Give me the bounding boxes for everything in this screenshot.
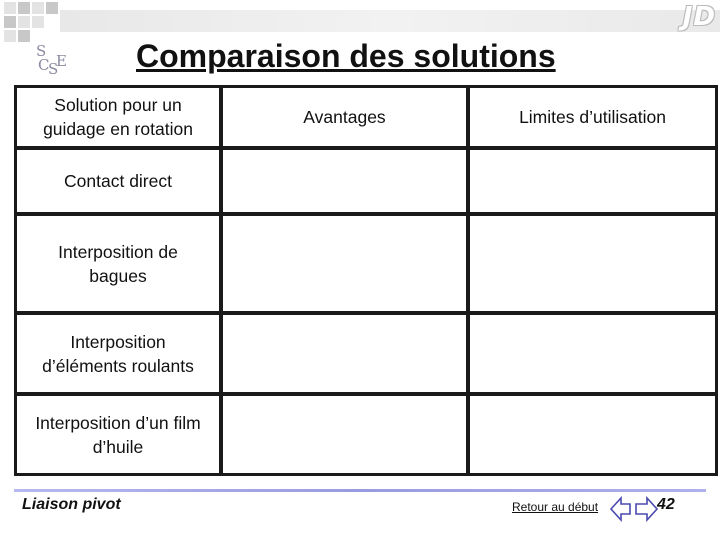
next-arrow-icon[interactable] <box>636 498 657 520</box>
back-to-start-link[interactable]: Retour au début <box>512 500 599 514</box>
footer-rule <box>14 489 706 492</box>
table-cell-avantages <box>223 150 466 212</box>
table-cell-avantages <box>223 396 466 473</box>
table-header-avantages: Avantages <box>223 88 466 146</box>
table-header-solution: Solution pour un guidage en rotation <box>17 88 219 146</box>
table-cell-avantages <box>223 216 466 311</box>
comparison-table <box>14 85 718 476</box>
page-number: 42 <box>657 496 675 513</box>
table-row-film-huile: Interposition d’un film d’huile <box>17 396 219 473</box>
table-cell-limites <box>470 150 715 212</box>
table-cell-limites <box>470 315 715 392</box>
previous-arrow-icon[interactable] <box>611 498 630 520</box>
table-cell-limites <box>470 396 715 473</box>
navigation-arrows <box>610 496 658 522</box>
page-title: Comparaison des solutions <box>136 38 556 74</box>
table-header-limites: Limites d’utilisation <box>470 88 715 146</box>
header-band <box>60 10 720 32</box>
table-cell-limites <box>470 216 715 311</box>
table-row-elements-roulants: Interposition d’éléments roulants <box>17 315 219 392</box>
section-label: Liaison pivot <box>22 496 121 513</box>
table-row-bagues: Interposition de bagues <box>17 216 219 311</box>
jd-logo: JD <box>682 2 716 32</box>
sse-logo: S C S E <box>36 42 67 78</box>
table-cell-avantages <box>223 315 466 392</box>
table-row-contact-direct: Contact direct <box>17 150 219 212</box>
